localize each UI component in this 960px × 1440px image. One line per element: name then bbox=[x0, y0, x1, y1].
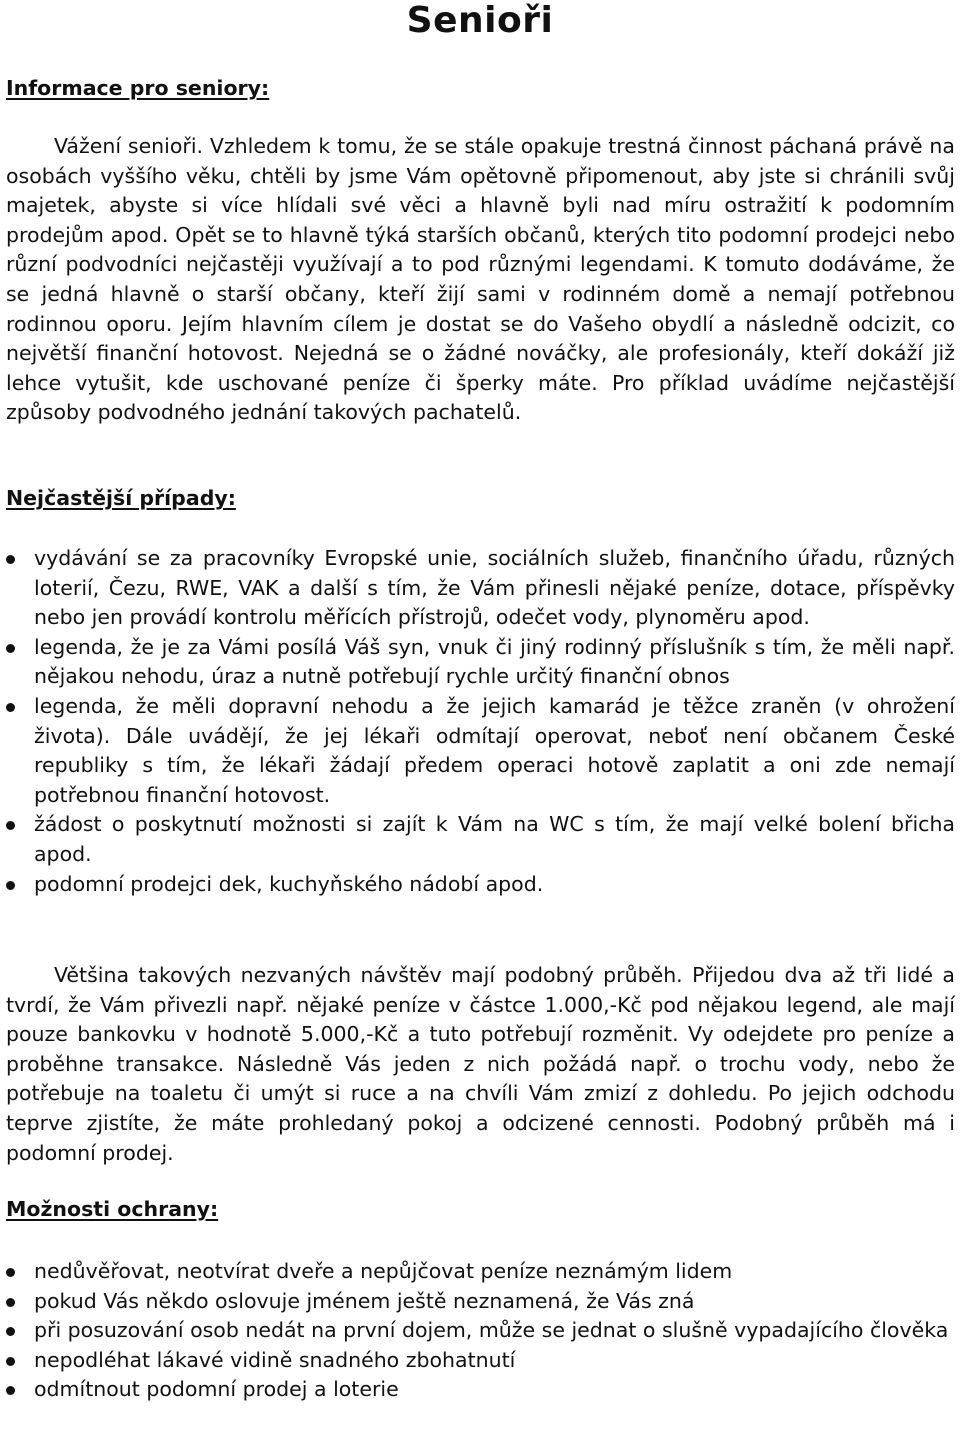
bullet-icon bbox=[6, 1298, 15, 1307]
bullet-icon bbox=[6, 1327, 15, 1336]
protection-text: nedůvěřovat, neotvírat dveře a nepůjčovat peníze neznámým lidem bbox=[34, 1259, 733, 1283]
bullet-icon bbox=[6, 644, 15, 653]
list-item bbox=[0, 1316, 955, 1346]
info-heading: Informace pro seniory: bbox=[6, 76, 270, 100]
visits-paragraph bbox=[6, 961, 955, 1168]
bullet-icon bbox=[6, 1357, 15, 1366]
case-text: podomní prodejci dek, kuchyňského nádobí apod. bbox=[34, 871, 544, 896]
protection-text: při posuzování osob nedát na první dojem, může se jednat o slušně vypadajícího člověka bbox=[34, 1318, 949, 1343]
list-item bbox=[0, 810, 955, 869]
list-item bbox=[0, 544, 955, 633]
case-text: žádost o poskytnutí možnosti si zajít k Vám na WC s tím, že mají velké bolení břicha apod. bbox=[34, 812, 955, 866]
visits-text: Většina takových nezvaných návštěv mají podobný průběh. Přijedou dva až tři lidé a tvrdí, že Vám přivezli např. nějaké peníze v částce 1.000,-Kč pod nějakou legend, ale mají pouze bankovku v hodnotě 5.000,-Kč a tuto potřebují rozměnit. Vy odejdete pro peníze a proběhne transakce. Následně Vás jeden z nich požádá např. o trochu vody, nebo že potřebuje na toaletu či umýt si ruce a na chvíli Vám zmizí z dohledu. Po jejich odchodu teprve zjistíte, že máte prohledaný pokoj a odcizené cennosti. Podobný průběh má i podomní prodej. bbox=[6, 963, 955, 1165]
list-item bbox=[0, 1375, 955, 1405]
cases-list bbox=[0, 544, 955, 899]
document-title: Senioři bbox=[406, 0, 554, 41]
list-item bbox=[0, 692, 955, 810]
list-item bbox=[0, 1257, 955, 1287]
list-item bbox=[0, 870, 955, 900]
bullet-icon bbox=[6, 821, 15, 830]
bullet-icon bbox=[6, 1386, 15, 1395]
protection-heading: Možnosti ochrany: bbox=[6, 1197, 219, 1221]
case-text: vydávání se za pracovníky Evropské unie, sociálních služeb, finančního úřadu, různých loterií, Čezu, RWE, VAK a další s tím, že Vám přinesli nějaké peníze, dotace, příspěvky nebo jen provádí kontrolu měřících přístrojů, odečet vody, plynoměru apod. bbox=[34, 546, 955, 630]
intro-paragraph bbox=[6, 132, 955, 428]
case-text: legenda, že je za Vámi posílá Váš syn, vnuk či jiný rodinný příslušník s tím, že měli např. nějakou nehodu, úraz a nutně potřebují rychle určitý finanční obnos bbox=[34, 634, 955, 689]
list-item bbox=[0, 1287, 955, 1317]
protection-text: pokud Vás někdo oslovuje jménem ještě neznamená, že Vás zná bbox=[34, 1288, 695, 1313]
cases-heading: Nejčastější případy: bbox=[6, 486, 236, 510]
intro-body: Vzhledem k tomu, že se stále opakuje trestná činnost páchaná právě na osobách vyššího věku, chtěli by jsme Vám opětovně připomenout, aby jste si chránili svůj majetek, abyste si více hlídali své věci a hlavně byli nad míru ostražití k podomním prodejům apod. Opět se to hlavně týká starších občanů, kterých tito podomní prodejci nebo různí podvodníci nejčastěji využívají a to pod různými legendami. K tomuto dodáváme, že se jedná hlavně o starší občany, kteří žijí sami v rodinném domě a nemají potřebnou rodinnou oporu. Jejím hlavním cílem je dostat se do Vašeho obydlí a následně odcizit, co největší finanční hotovost. Nejedná se o žádné nováčky, ale profesionály, kteří dokáží již lehce vytušit, kde uschované peníze či šperky máte. Pro příklad uvádíme nejčastější způsoby podvodného jednání takových pachatelů. bbox=[6, 134, 955, 425]
protection-text: odmítnout podomní prodej a loterie bbox=[34, 1377, 399, 1402]
list-item bbox=[0, 1346, 955, 1376]
bullet-icon bbox=[6, 555, 15, 564]
bullet-icon bbox=[6, 703, 15, 712]
protection-text: nepodléhat lákavé vidině snadného zbohatnutí bbox=[34, 1347, 516, 1372]
bullet-icon bbox=[6, 881, 15, 890]
case-text: legenda, že měli dopravní nehodu a že jejich kamarád je těžce zraněn (v ohrožení života). Dále uvádějí, že jej lékaři odmítají operovat, neboť není občanem České republiky s tím, že lékaři žádají předem operaci hotově zaplatit a oni zde nemají potřebnou finanční hotovost. bbox=[34, 693, 955, 807]
bullet-icon bbox=[6, 1268, 15, 1277]
list-item bbox=[0, 633, 955, 692]
protection-list bbox=[0, 1257, 955, 1405]
intro-lead: Vážení senioři. bbox=[54, 134, 204, 158]
